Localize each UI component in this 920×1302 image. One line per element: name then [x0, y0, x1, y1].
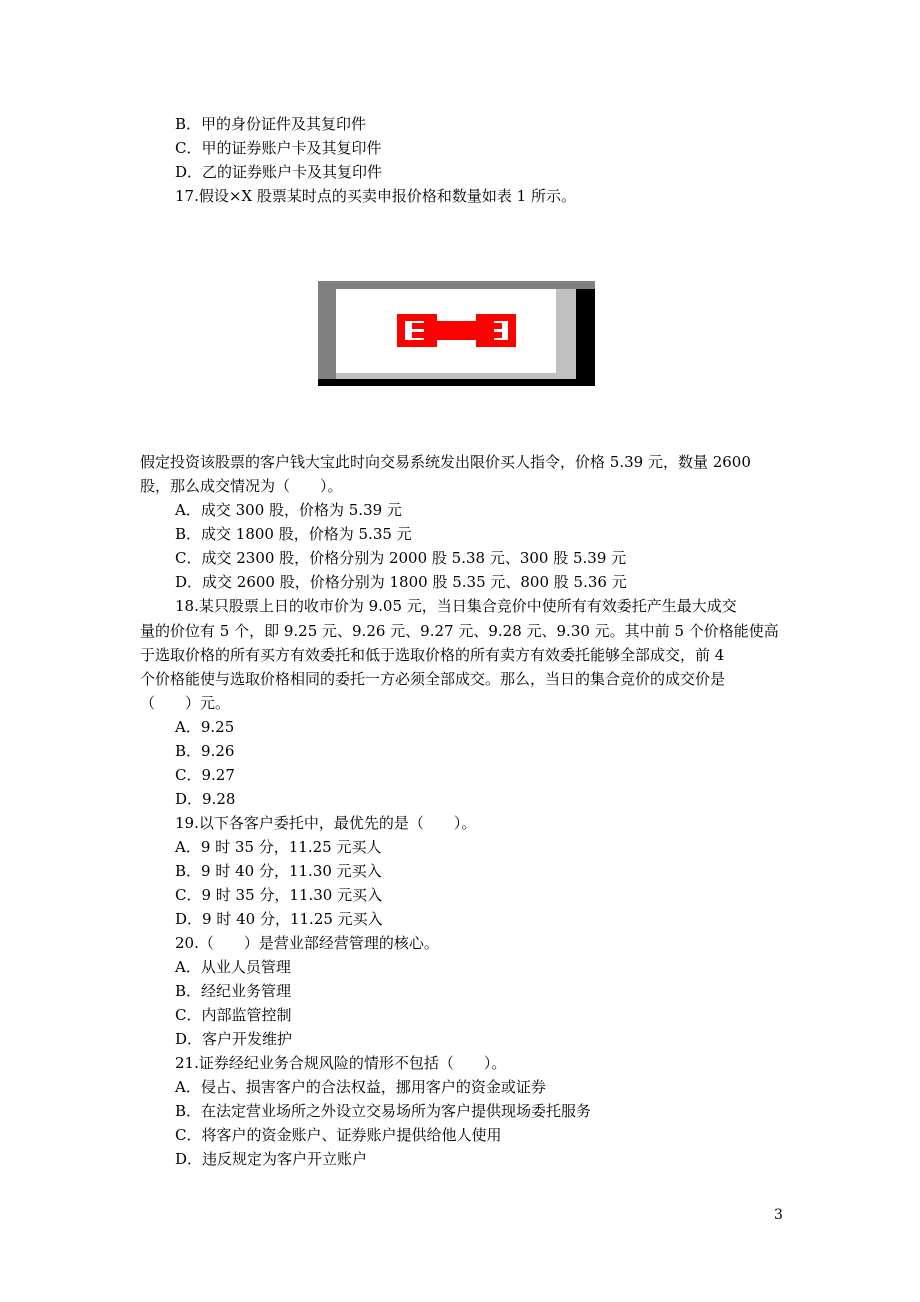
q17-option-b: B．成交 1800 股，价格为 5.35 元: [175, 525, 412, 543]
q18-line-1: 18.某只股票上日的收市价为 9.05 元，当日集合竞价中使所有有效委托产生最大成交: [175, 597, 737, 615]
q19-option-b: B．9 时 40 分，11.30 元买入: [175, 862, 382, 880]
q18-option-c: C．9.27: [175, 766, 235, 784]
q21-option-a: A．侵占、损害客户的合法权益，挪用客户的资金或证券: [175, 1078, 546, 1096]
q19-stem: 19.以下各客户委托中，最优先的是（ ）。: [175, 814, 477, 832]
q18-line-4: 个价格能使与选取价格相同的委托一方必须全部成交。那么，当日的集合竞价的成交价是: [140, 670, 726, 688]
q18-option-d: D．9.28: [175, 790, 236, 808]
q16-option-b: B．甲的身份证件及其复印件: [175, 115, 367, 133]
q20-stem: 20.（ ）是营业部经营管理的核心。: [175, 934, 439, 952]
q18-line-2: 量的价位有 5 个，即 9.25 元、9.26 元、9.27 元、9.28 元、9.30 元。其中前 5 个价格能使高: [140, 622, 779, 640]
q16-option-c: C．甲的证券账户卡及其复印件: [175, 139, 382, 157]
q19-option-a: A．9 时 35 分，11.25 元买人: [175, 838, 382, 856]
q20-option-a: A．从业人员管理: [175, 958, 291, 976]
q20-option-d: D．客户开发维护: [175, 1030, 293, 1048]
broken-image-icon: [318, 281, 595, 386]
q21-stem: 21.证券经纪业务合规风险的情形不包括（ ）。: [175, 1054, 507, 1072]
q17-option-a: A．成交 300 股，价格为 5.39 元: [175, 501, 402, 519]
q18-line-5: （ ）元。: [140, 694, 231, 712]
q17-paragraph-line-2: 股，那么成交情况为（ ）。: [140, 477, 343, 495]
q18-option-a: A．9.25: [175, 718, 235, 736]
page-number: 3: [774, 1207, 783, 1223]
q17-option-d: D．成交 2600 股，价格分别为 1800 股 5.35 元、800 股 5.36 元: [175, 573, 627, 591]
q17-stem: 17.假设×X 股票某时点的买卖申报价格和数量如表 1 所示。: [175, 187, 576, 205]
q19-option-d: D．9 时 40 分，11.25 元买入: [175, 910, 383, 928]
q16-option-d: D．乙的证券账户卡及其复印件: [175, 163, 383, 181]
q17-option-c: C．成交 2300 股，价格分别为 2000 股 5.38 元、300 股 5.39 元: [175, 549, 627, 567]
q20-option-b: B．经纪业务管理: [175, 982, 292, 1000]
q21-option-c: C．将客户的资金账户、证券账户提供给他人使用: [175, 1126, 502, 1144]
q19-option-c: C．9 时 35 分，11.30 元买入: [175, 886, 383, 904]
q20-option-c: C．内部监管控制: [175, 1006, 292, 1024]
table-image-placeholder: [318, 281, 595, 386]
q21-option-d: D．违反规定为客户开立账户: [175, 1150, 368, 1168]
q18-option-b: B．9.26: [175, 742, 235, 760]
q21-option-b: B．在法定营业场所之外设立交易场所为客户提供现场委托服务: [175, 1102, 592, 1120]
q17-paragraph-line-1: 假定投资该股票的客户钱大宝此时向交易系统发出限价买人指令，价格 5.39 元，数量 2600: [140, 453, 751, 471]
q18-line-3: 于选取价格的所有买方有效委托和低于选取价格的所有卖方有效委托能够全部成交，前 4: [140, 646, 725, 664]
